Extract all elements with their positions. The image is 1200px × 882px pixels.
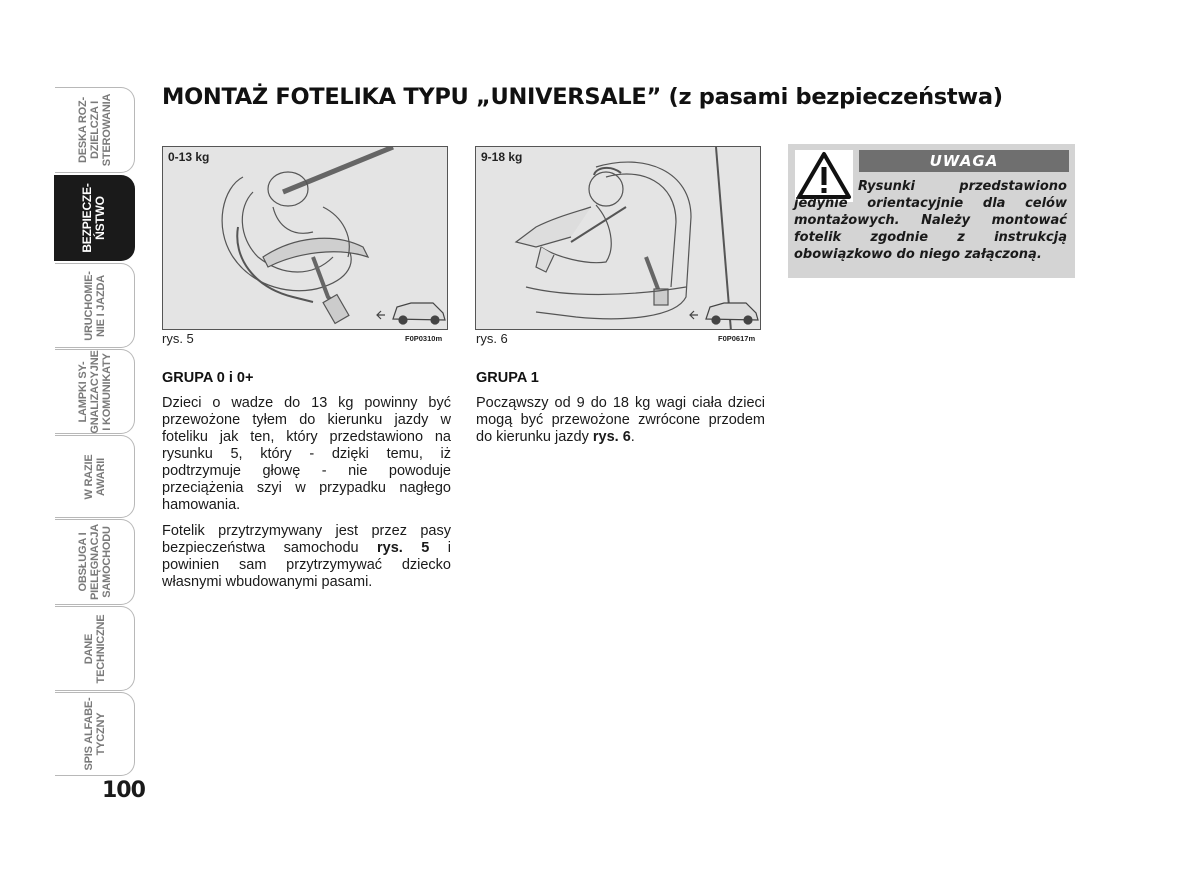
figure-rys-6 [475, 146, 761, 330]
group-1-paragraph-1 [476, 395, 765, 446]
page-title: MONTAŻ FOTELIKA TYPU „UNIVERSALE” (z pasami bezpieczeństwa) [162, 84, 1003, 110]
text: i powinien sam przytrzymywać dziecko własnymi wbudowanymi pasami. [162, 540, 451, 590]
text: Fotelik przytrzymywany jest przez pasy bezpieczeństwa samochodu [162, 523, 451, 556]
tab-uruchomienie[interactable] [55, 263, 135, 348]
figure-caption: rys. 6 [476, 331, 508, 346]
tab-label: DESKA ROZ- DZIELCZA I STEROWANIA [76, 93, 113, 167]
warning-heading: UWAGA [859, 150, 1069, 172]
tab-label: URUCHOMIE- NIE I JAZDA [82, 270, 107, 341]
tab-label: SPIS ALFABE- TYCZNY [82, 697, 107, 771]
figure-reference: rys. 6 [592, 429, 631, 445]
tab-spis-alfabetyczny[interactable] [55, 692, 135, 776]
group-0-section [162, 370, 451, 600]
group-0-paragraph-1: Dzieci o wadze do 13 kg powinny być przewożone tyłem do kierunku jazdy w foteliku jak ten, który przedstawiono na rysunku 5, który - dzięki temu, iż podtrzymuje głowę - nie powoduje przeciążenia szyi w przypadku nagłego hamowania. [162, 395, 451, 513]
tab-obsluga[interactable] [55, 519, 135, 605]
page-number: 100 [102, 778, 145, 803]
figure-code: F0P0617m [718, 334, 756, 343]
figure-caption: rys. 5 [162, 331, 194, 346]
car-direction-icon [377, 303, 445, 324]
group-0-heading: GRUPA 0 i 0+ [162, 370, 254, 386]
infant-seat-illustration [163, 147, 448, 330]
child-seat-illustration [476, 147, 761, 330]
tab-label: LAMPKI SY- GNALIZACYJNE I KOMUNIKATY [76, 349, 113, 434]
tab-w-razie-awarii[interactable] [55, 435, 135, 518]
tab-dane-techniczne[interactable] [55, 606, 135, 691]
figure-weight-label: 9-18 kg [481, 150, 523, 164]
text: Począwszy od 9 do 18 kg wagi ciała dzieci mogą być przewożone zwrócone przodem do kierunku jazdy [476, 395, 765, 445]
warning-box [788, 144, 1075, 278]
figure-weight-label: 0-13 kg [168, 150, 210, 164]
tab-bezpieczenstwo[interactable] [54, 175, 135, 261]
text: . [630, 429, 635, 445]
tab-label: DANE TECHNICZNE [82, 614, 107, 683]
figure-reference: rys. 5 [377, 540, 430, 556]
tab-lampki[interactable] [55, 349, 135, 434]
tab-label: BEZPIECZE- ŃSTWO [80, 183, 107, 253]
figure-rys-5 [162, 146, 448, 330]
group-1-heading: GRUPA 1 [476, 370, 539, 386]
car-direction-icon [690, 303, 758, 324]
tab-deska-rozdzielcza[interactable] [55, 87, 135, 173]
tab-label: OBSŁUGA I PIELĘGNACJA SAMOCHODU [76, 523, 113, 601]
tab-label: W RAZIE AWARII [82, 453, 107, 500]
group-0-paragraph-2 [162, 523, 451, 591]
group-1-section [476, 370, 765, 455]
figure-code: F0P0310m [405, 334, 443, 343]
warning-text: Rysunki przedstawiono jedynie orientacyjnie dla celów montażowych. Należy montować fotelik zgodnie z instrukcją obowiązkowo do niego załączoną. [794, 179, 1067, 262]
